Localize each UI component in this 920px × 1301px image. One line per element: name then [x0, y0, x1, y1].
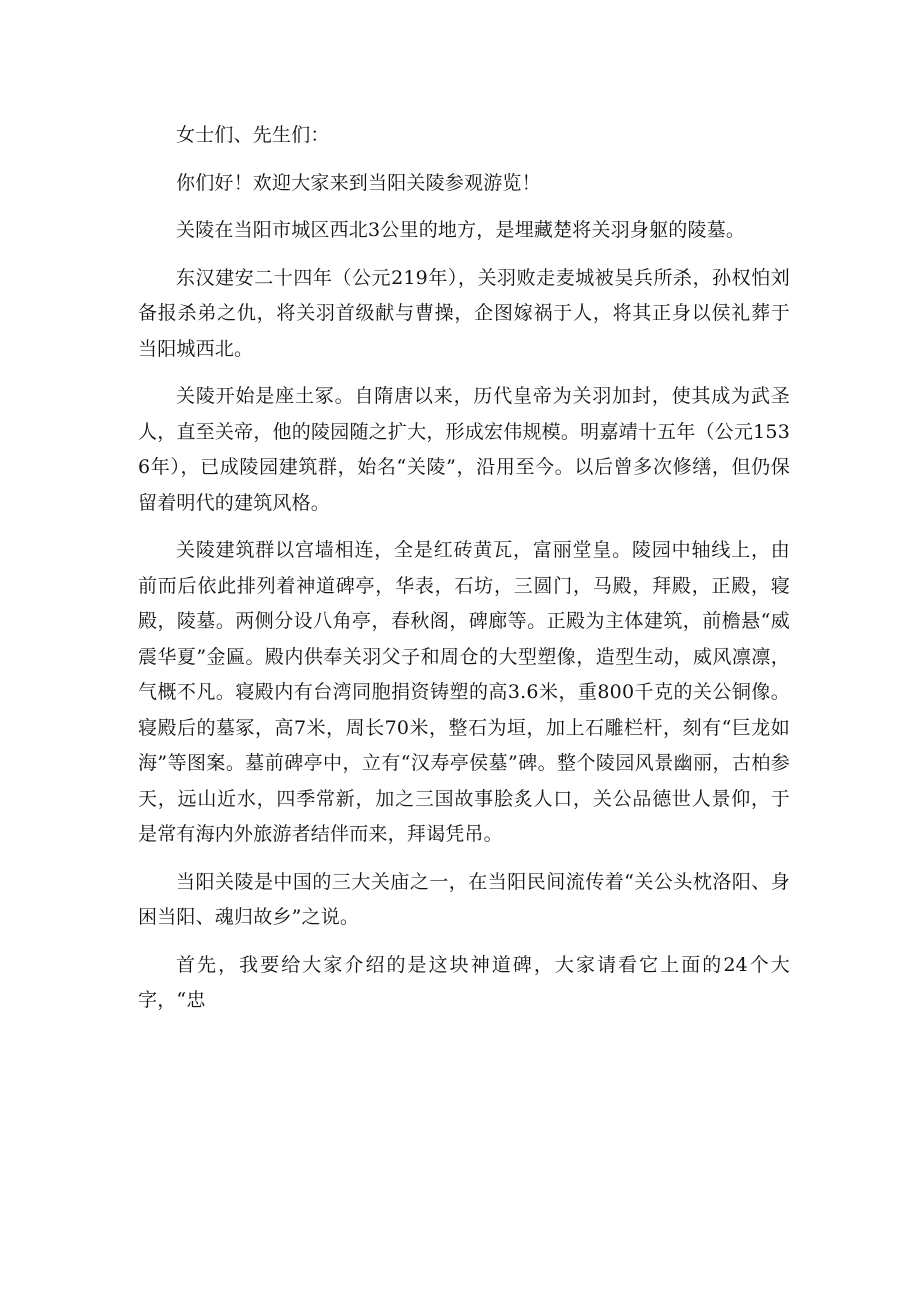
architecture-paragraph: 关陵建筑群以宫墙相连，全是红砖黄瓦，富丽堂皇。陵园中轴线上，由前而后依此排列着神道碑亭，华表，石坊，三圆门，马殿，拜殿，正殿，寝殿，陵墓。两侧分设八角亭，春秋阁，碑廊等。正殿为主体建筑，前檐悬“威震华夏”金匾。殿内供奉关羽父子和周仓的大型塑像，造型生动，威风凛凛，气概不凡。寝殿内有台湾同胞捐资铸塑的高3.6米，重800千克的关公铜像。寝殿后的墓冢，高7米，周长70米，整石为垣，加上石雕栏杆，刻有“巨龙如海”等图案。墓前碑亭中，立有“汉寿亭侯墓”碑。整个陵园风景幽丽，古柏参天，远山近水，四季常新，加之三国故事脍炙人口，关公品德世人景仰，于是常有海内外旅游者结伴而来，拜谒凭吊。 — [138, 539, 790, 845]
legend-paragraph: 当阳关陵是中国的三大关庙之一，在当阳民间流传着“关公头枕洛阳、身困当阳、魂归故乡”之说。 — [138, 870, 790, 928]
tomb-development-paragraph: 关陵开始是座土冢。自隋唐以来，历代皇帝为关羽加封，使其成为武圣人，直至关帝，他的陵园随之扩大，形成宏伟规模。明嘉靖十五年（公元1536年），已成陵园建筑群，始名“关陵”，沿用至今。以后曾多次修缮，但仍保留着明代的建筑风格。 — [138, 385, 790, 514]
greeting-paragraph: 女士们、先生们： — [176, 124, 330, 146]
history-paragraph: 东汉建安二十四年（公元219年），关羽败走麦城被吴兵所杀，孙权怕刘备报杀弟之仇，将关羽首级献与曹操，企图嫁祸于人，将其正身以侯礼葬于当阳城西北。 — [138, 266, 790, 360]
location-paragraph: 关陵在当阳市城区西北3公里的地方，是埋藏楚将关羽身躯的陵墓。 — [176, 219, 746, 241]
stele-introduction-paragraph: 首先，我要给大家介绍的是这块神道碑，大家请看它上面的24个大字，“忠 — [138, 953, 790, 1011]
document-body — [138, 118, 790, 1019]
welcome-paragraph: 你们好！欢迎大家来到当阳关陵参观游览！ — [176, 171, 541, 194]
